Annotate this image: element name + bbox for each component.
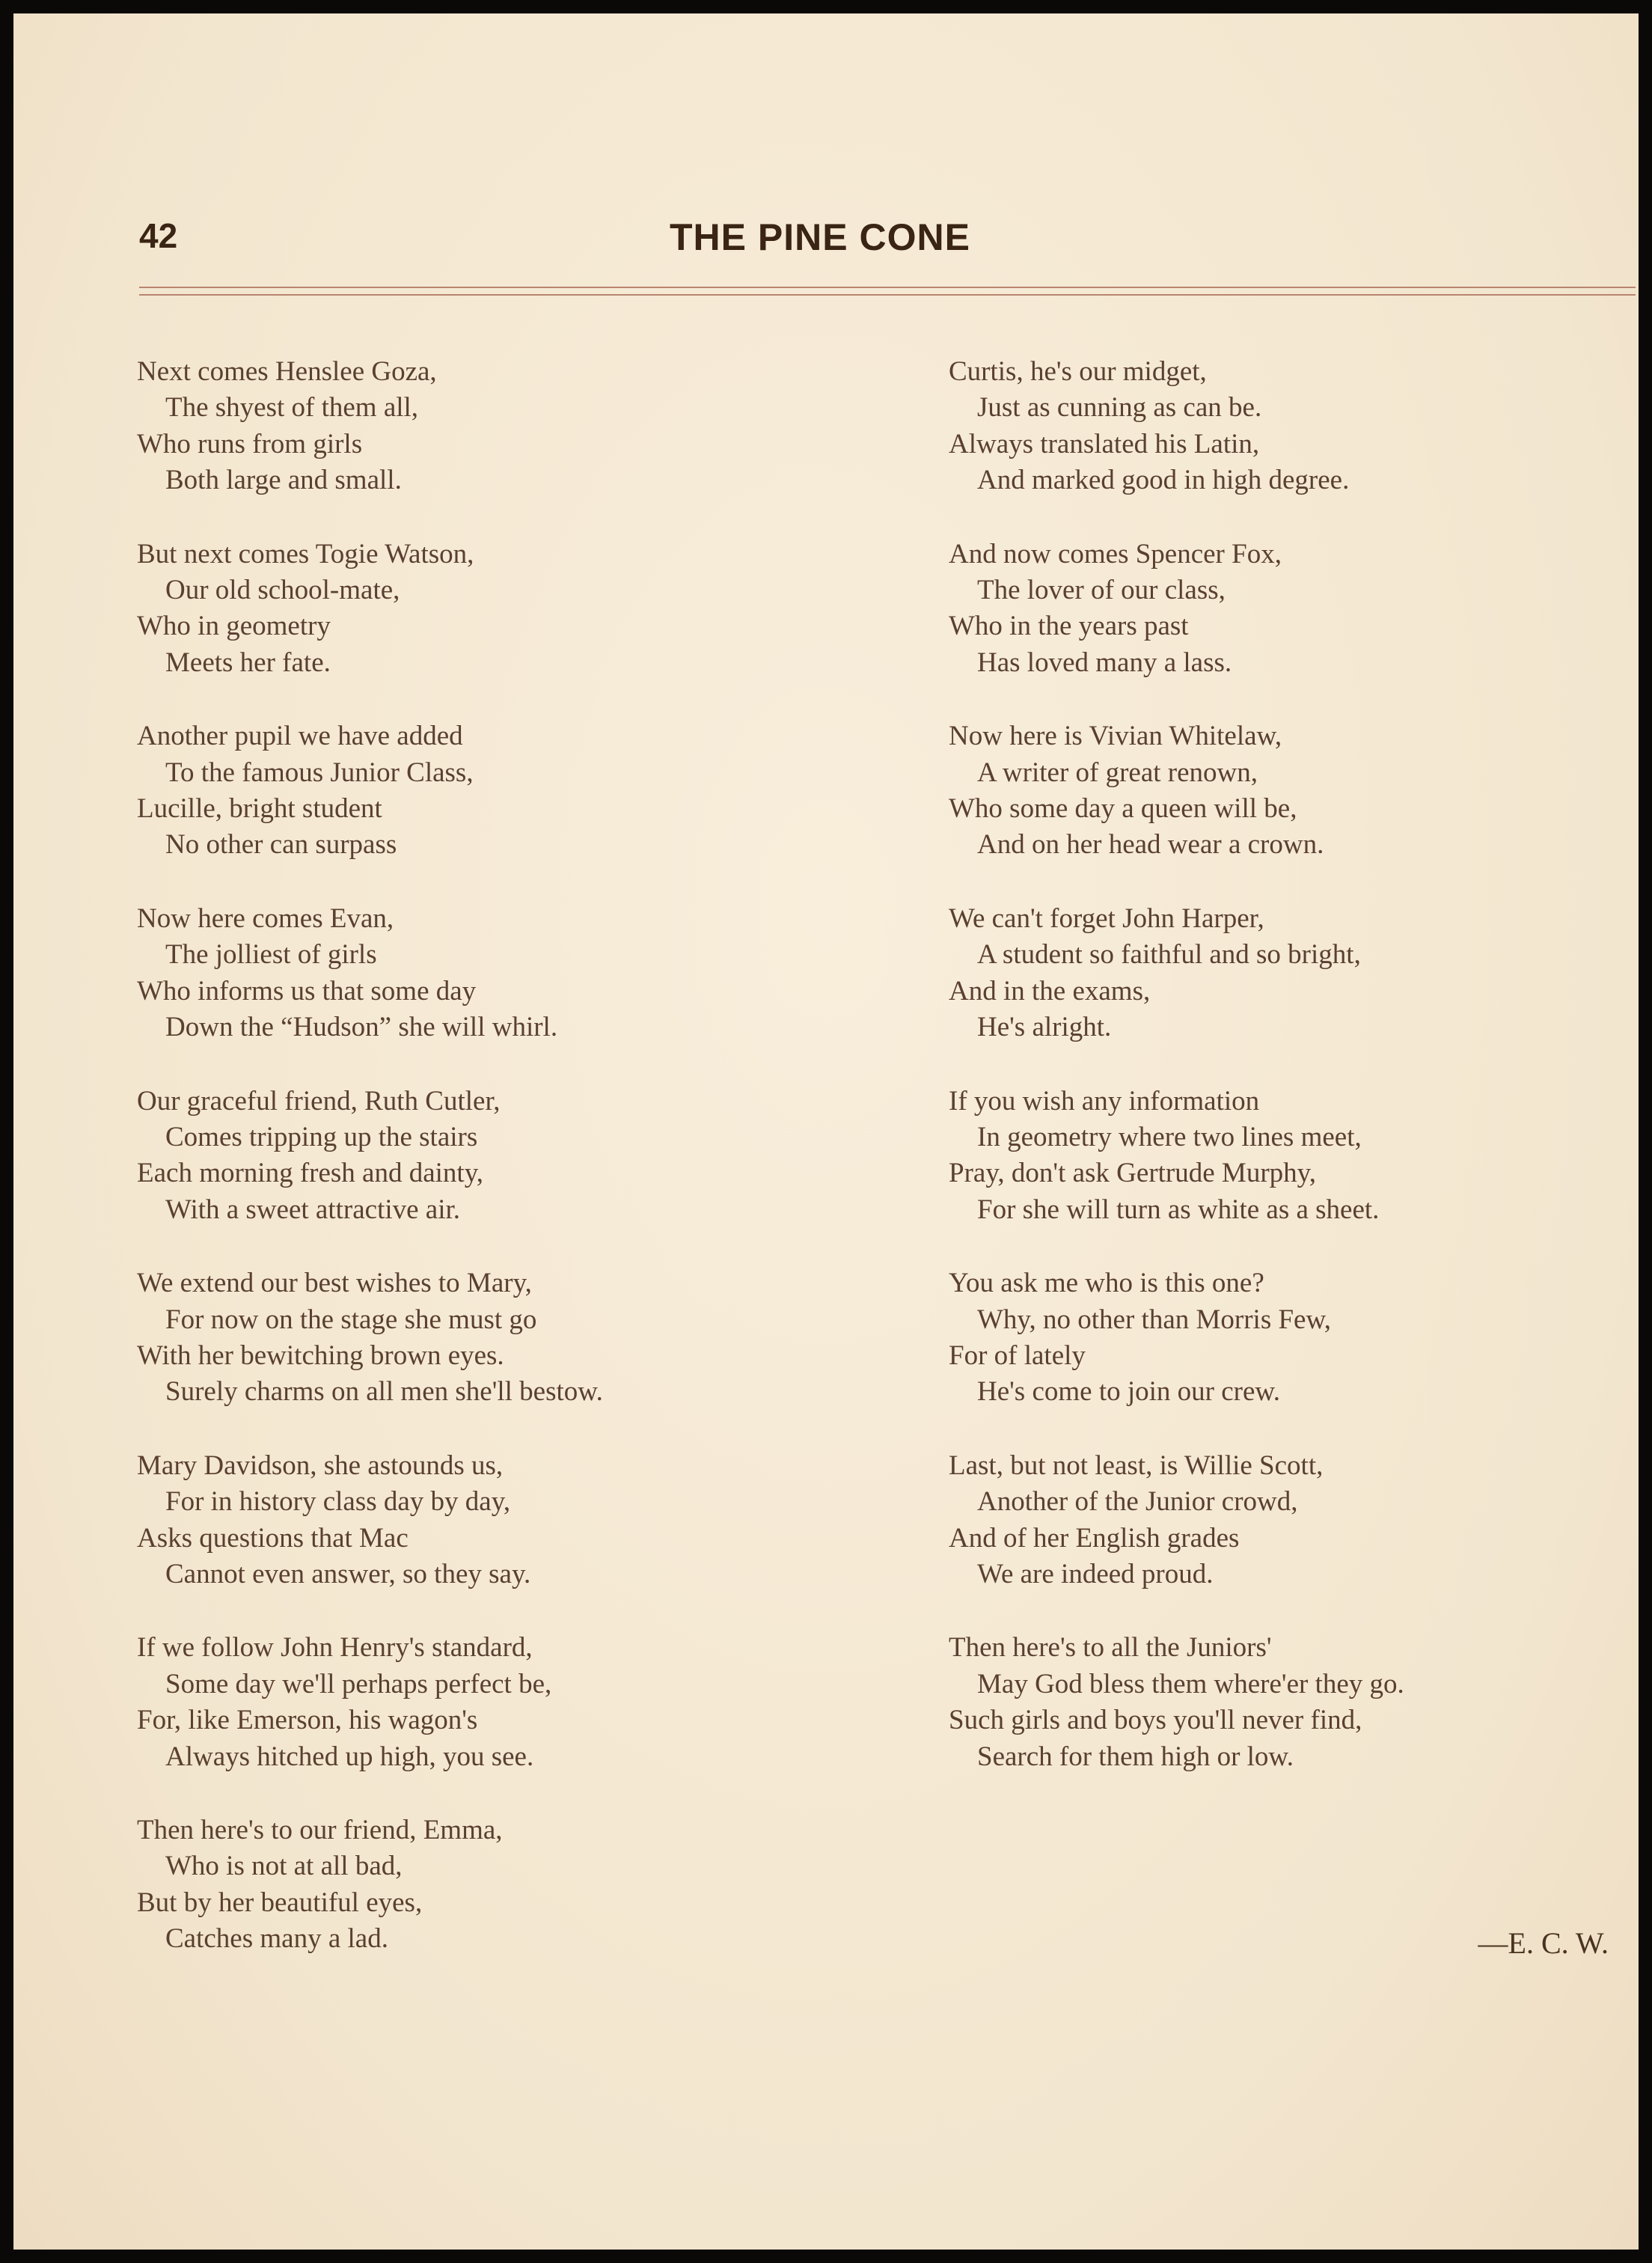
poem-line: And marked good in high degree. [977,465,1350,496]
poem-line: A writer of great renown, [977,757,1258,788]
poem-line: Curtis, he's our midget, [949,356,1207,387]
poem-column-left [137,354,810,1995]
poem-line: A student so faithful and so bright, [977,939,1361,971]
poem-line: Such girls and boys you'll never find, [949,1705,1362,1736]
poem-line: For she will turn as white as a sheet. [977,1194,1380,1225]
poem-line: Who runs from girls [137,428,363,459]
poem-line: And now comes Spencer Fox, [949,538,1282,569]
poem-line: For in history class day by day, [165,1486,511,1518]
poem-line: With her bewitching brown eyes. [137,1340,504,1371]
poem-line: Why, no other than Morris Few, [977,1304,1332,1335]
poem-line: Our graceful friend, Ruth Cutler, [137,1085,501,1117]
poem-line: He's come to join our crew. [977,1376,1280,1408]
page-header [139,216,1606,275]
poem-line: If you wish any information [949,1085,1260,1117]
stanza [137,718,810,864]
poem-line: Our old school-mate, [165,575,400,606]
poem-line: Now here is Vivian Whitelaw, [949,721,1282,752]
poem-line: Surely charms on all men she'll bestow. [165,1376,603,1408]
poem-line: Who some day a queen will be, [949,793,1297,825]
stanza [949,1630,1622,1775]
poem-line: Next comes Henslee Goza, [137,356,437,387]
poem-line: To the famous Junior Class, [165,757,474,788]
poem-column-right [949,354,1622,1812]
poem-line: Now here comes Evan, [137,903,394,934]
header-rule-bottom [139,294,1636,296]
poem-line: Asks questions that Mac [137,1522,409,1554]
poem-line: For of lately [949,1340,1086,1371]
poem-line: In geometry where two lines meet, [977,1121,1362,1152]
stanza [137,537,810,682]
stanza [949,1084,1622,1229]
header-rule-top [139,287,1636,288]
page-title: THE PINE CONE [670,216,970,258]
stanza [137,1084,810,1229]
stanza [137,901,810,1046]
poem-line: Then here's to our friend, Emma, [137,1815,503,1845]
stanza [949,537,1622,682]
poem-line: Always hitched up high, you see. [165,1741,534,1772]
stanza [949,1448,1622,1593]
stanza [949,901,1622,1046]
poem-line: Both large and small. [165,465,402,496]
poem-line: Who in geometry [137,611,331,642]
poem-line: Another pupil we have added [137,721,463,752]
poem-line: He's alright. [977,1012,1112,1043]
poem-line: Another of the Junior crowd, [977,1486,1298,1518]
poem-line: And of her English grades [949,1522,1240,1554]
poem-line: Comes tripping up the stairs [165,1121,478,1152]
poem-line: If we follow John Henry's standard, [137,1632,533,1664]
poem-line: Catches many a lad. [165,1923,388,1955]
magazine-page [13,13,1639,2250]
poem-line: Has loved many a lass. [977,647,1232,678]
poem-line: Search for them high or low. [977,1741,1294,1772]
stanza [949,718,1622,864]
poem-line: Who in the years past [949,611,1189,642]
poem-line: With a sweet attractive air. [165,1194,461,1225]
poem-line: But by her beautiful eyes, [137,1887,423,1918]
poem-line: Some day we'll perhaps perfect be, [165,1668,552,1699]
poem-line: No other can surpass [165,829,397,861]
poem-line: May God bless them where'er they go. [977,1668,1404,1699]
poem-line: You ask me who is this one? [949,1268,1264,1299]
stanza [137,354,810,499]
poem-line: Meets her fate. [165,647,331,678]
stanza [137,1448,810,1593]
poem-line: Each morning fresh and dainty, [137,1158,484,1189]
poem-line: Cannot even answer, so they say. [165,1558,531,1589]
poem-line: For, like Emerson, his wagon's [137,1705,478,1736]
author-signature: —E. C. W. [1478,1926,1609,1960]
poem-line: Then here's to all the Juniors' [949,1632,1272,1664]
poem-line: Mary Davidson, she astounds us, [137,1450,504,1481]
poem-line: The shyest of them all, [165,392,419,424]
poem-line: Who informs us that some day [137,975,477,1007]
poem-line: Lucille, bright student [137,793,382,825]
poem-line: The lover of our class, [977,575,1226,606]
poem-line: Pray, don't ask Gertrude Murphy, [949,1158,1316,1189]
poem-line: Down the “Hudson” she will whirl. [165,1012,558,1043]
stanza [949,1265,1622,1411]
poem-line: We can't forget John Harper, [949,903,1264,934]
stanza [137,1265,810,1411]
poem-line: Who is not at all bad, [165,1851,403,1882]
stanza [137,1630,810,1775]
poem-line: And in the exams, [949,975,1151,1007]
poem-line: For now on the stage she must go [165,1304,537,1335]
poem-line: Always translated his Latin, [949,428,1260,459]
poem-line: We are indeed proud. [977,1558,1214,1589]
poem-line: And on her head wear a crown. [977,829,1324,861]
stanza [949,354,1622,499]
poem-line: Just as cunning as can be. [977,392,1262,424]
poem-line: We extend our best wishes to Mary, [137,1268,532,1299]
page-number: 42 [139,216,178,255]
poem-line: The jolliest of girls [165,939,377,971]
poem-line: But next comes Togie Watson, [137,538,474,569]
poem-line: Last, but not least, is Willie Scott, [949,1450,1324,1481]
stanza [137,1812,810,1958]
